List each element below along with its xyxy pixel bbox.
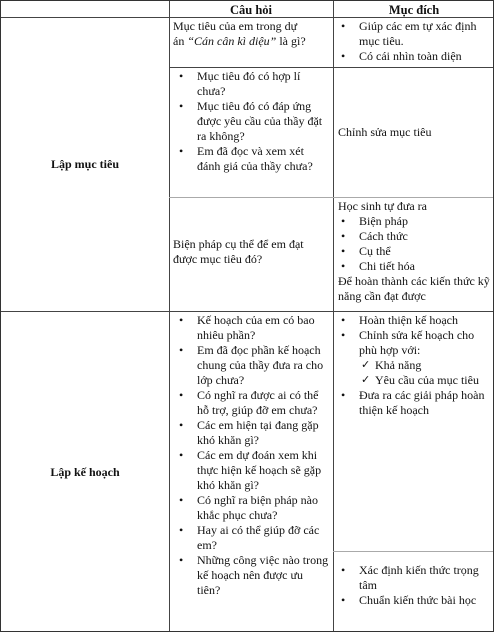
question-line: được mục tiêu đó? xyxy=(173,252,263,266)
question-item: • Kế hoạch của em có bao nhiêu phần? xyxy=(173,313,329,343)
purpose-item: • Giúp các em tự xác định mục tiêu. xyxy=(335,19,493,49)
question-line: án “Cán cân kì diệu” là gì? xyxy=(173,34,306,48)
section-label-plan: Lập kế hoạch xyxy=(50,465,120,479)
purpose-item: • Chi tiết hóa xyxy=(335,259,492,274)
purpose-cell xyxy=(335,19,493,64)
question-item: • Những công việc nào trong kế hoạch nên được ưu tiên? xyxy=(173,553,329,598)
purpose-item: • Cụ thể xyxy=(335,244,492,259)
section-divider xyxy=(1,311,493,312)
purpose-cell xyxy=(338,199,492,304)
question-item: • Hay ai có thể giúp đỡ các em? xyxy=(173,523,329,553)
question-item: • Em đã đọc phần kế hoạch chung của thầy đưa ra cho lớp chưa? xyxy=(173,343,329,388)
purpose-intro: Học sinh tự đưa ra xyxy=(338,199,427,213)
purpose-cell: Chỉnh sửa mục tiêu xyxy=(338,125,432,139)
header-purpose: Mục đích xyxy=(388,3,440,17)
purpose-item: • Chuẩn kiến thức bài học xyxy=(335,593,493,608)
question-item: • Mục tiêu đó có hợp lí chưa? xyxy=(173,69,329,99)
purpose-subitem: ✓ Yêu cầu của mục tiêu xyxy=(359,373,493,388)
question-item: • Mục tiêu đó có đáp ứng được yêu cầu của thầy đặt ra không? xyxy=(173,99,329,144)
question-line: Mục tiêu của em trong dự xyxy=(173,19,298,33)
row-divider xyxy=(333,551,493,552)
question-cell xyxy=(173,313,329,598)
row-divider xyxy=(169,197,493,198)
question-item: • Có nghĩ ra được ai có thể hỗ trợ, giúp đỡ em chưa? xyxy=(173,388,329,418)
purpose-cell xyxy=(335,563,493,608)
column-divider-1 xyxy=(169,1,170,631)
question-cell xyxy=(173,69,329,174)
purpose-item: • Cách thức xyxy=(335,229,492,244)
question-item: • Các em dự đoán xem khi thực hiện kế hoạch sẽ gặp khó khăn gì? xyxy=(173,448,329,493)
purpose-item-text: Chỉnh sửa kế hoạch cho phù hợp với: xyxy=(359,328,475,357)
purpose-item: • Có cái nhìn toàn diện xyxy=(335,49,493,64)
purpose-item: • Hoàn thiện kế hoạch xyxy=(335,313,493,328)
purpose-subitem: ✓ Khả năng xyxy=(359,358,493,373)
purpose-item xyxy=(335,328,493,388)
question-item: • Em đã đọc và xem xét đánh giá của thầy chưa? xyxy=(173,144,329,174)
header-question: Câu hỏi xyxy=(229,3,273,17)
question-cell xyxy=(173,19,331,49)
purpose-cell xyxy=(335,313,493,418)
purpose-outro: Để hoàn thành các kiến thức kỹ năng cần đạt được xyxy=(338,274,490,303)
question-line: Biện pháp cụ thể để em đạt xyxy=(173,237,304,251)
question-item: • Các em hiện tại đang gặp khó khăn gì? xyxy=(173,418,329,448)
question-cell xyxy=(173,237,329,267)
question-item: • Có nghĩ ra biện pháp nào khắc phục chưa? xyxy=(173,493,329,523)
section-label-goal: Lập mục tiêu xyxy=(50,157,119,171)
column-divider-2 xyxy=(333,1,334,631)
row-divider xyxy=(169,67,493,68)
purpose-item: • Biện pháp xyxy=(335,214,492,229)
purpose-item: • Xác định kiến thức trọng tâm xyxy=(335,563,493,593)
purpose-item: • Đưa ra các giải pháp hoàn thiện kế hoạch xyxy=(335,388,493,418)
